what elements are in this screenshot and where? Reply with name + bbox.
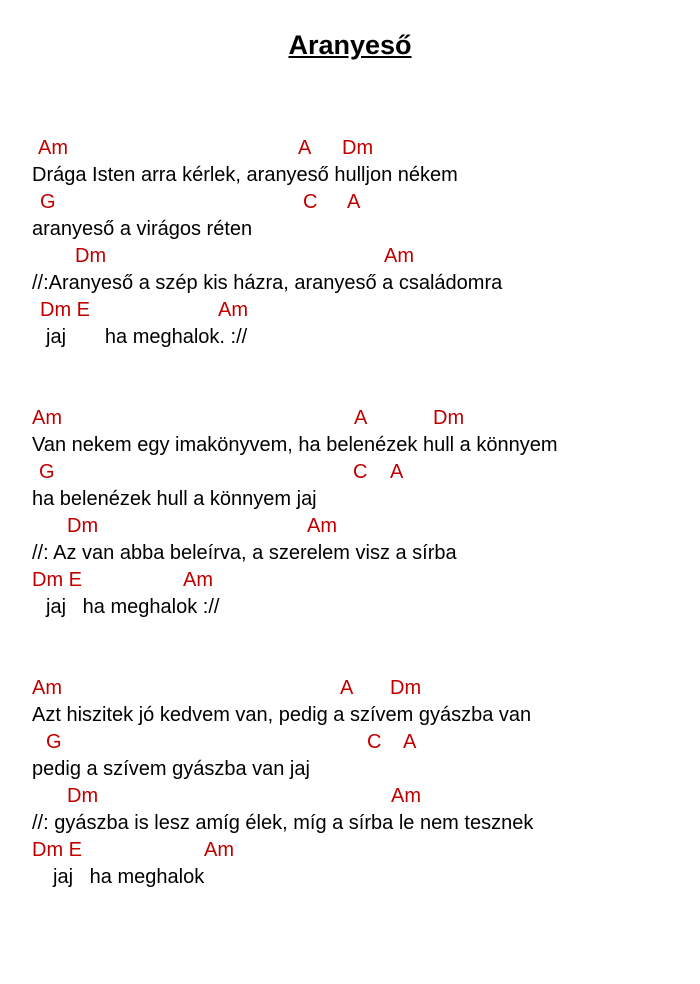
lyric-line: //:Aranyeső a szép kis házra, aranyeső a családomra (32, 272, 503, 294)
chord: Am (384, 245, 414, 267)
chord: Dm (342, 137, 374, 159)
song-title: Aranyeső (288, 30, 412, 60)
chord: G (40, 191, 56, 213)
lyric-line: //: gyászba is lesz amíg élek, míg a sírba le nem tesznek (32, 812, 534, 834)
chord: Am (204, 839, 234, 861)
chord: A (354, 407, 368, 429)
chord: A (340, 677, 354, 699)
chord: Dm (67, 515, 99, 537)
chord: A (298, 137, 312, 159)
lyric-line: Van nekem egy imakönyvem, ha belenézek hull a könnyem (32, 434, 558, 456)
chord: Am (391, 785, 421, 807)
lyric-line: ha belenézek hull a könnyem jaj (32, 488, 317, 510)
chord: C (353, 461, 368, 483)
chord: Am (32, 407, 62, 429)
chord: A (347, 191, 361, 213)
lyric-line: Drága Isten arra kérlek, aranyeső hulljon nékem (32, 164, 458, 186)
lyric-line: Azt hiszitek jó kedvem van, pedig a szívem gyászba van (32, 704, 532, 726)
lyric-line: jaj ha meghalok (53, 866, 205, 888)
chord: Dm (433, 407, 465, 429)
lyric-line: pedig a szívem gyászba van jaj (32, 758, 310, 780)
chord: Dm (75, 245, 107, 267)
chord: Am (218, 299, 248, 321)
chord: A (403, 731, 417, 753)
chord: G (39, 461, 55, 483)
lyric-line: jaj ha meghalok :// (46, 596, 220, 618)
chord: Am (38, 137, 68, 159)
chord: C (367, 731, 382, 753)
chord: C (303, 191, 318, 213)
chord: Dm E (32, 839, 82, 861)
lyric-line: aranyeső a virágos réten (32, 218, 253, 240)
lyric-line: jaj ha meghalok. :// (46, 326, 248, 348)
chord: Dm (390, 677, 422, 699)
lyric-line: //: Az van abba beleírva, a szerelem visz a sírba (32, 542, 457, 564)
chord: Dm (67, 785, 99, 807)
chord: Am (32, 677, 62, 699)
chord: Dm E (40, 299, 90, 321)
chord: Dm E (32, 569, 82, 591)
chord: G (46, 731, 62, 753)
chord: Am (183, 569, 213, 591)
chord: Am (307, 515, 337, 537)
chord: A (390, 461, 404, 483)
